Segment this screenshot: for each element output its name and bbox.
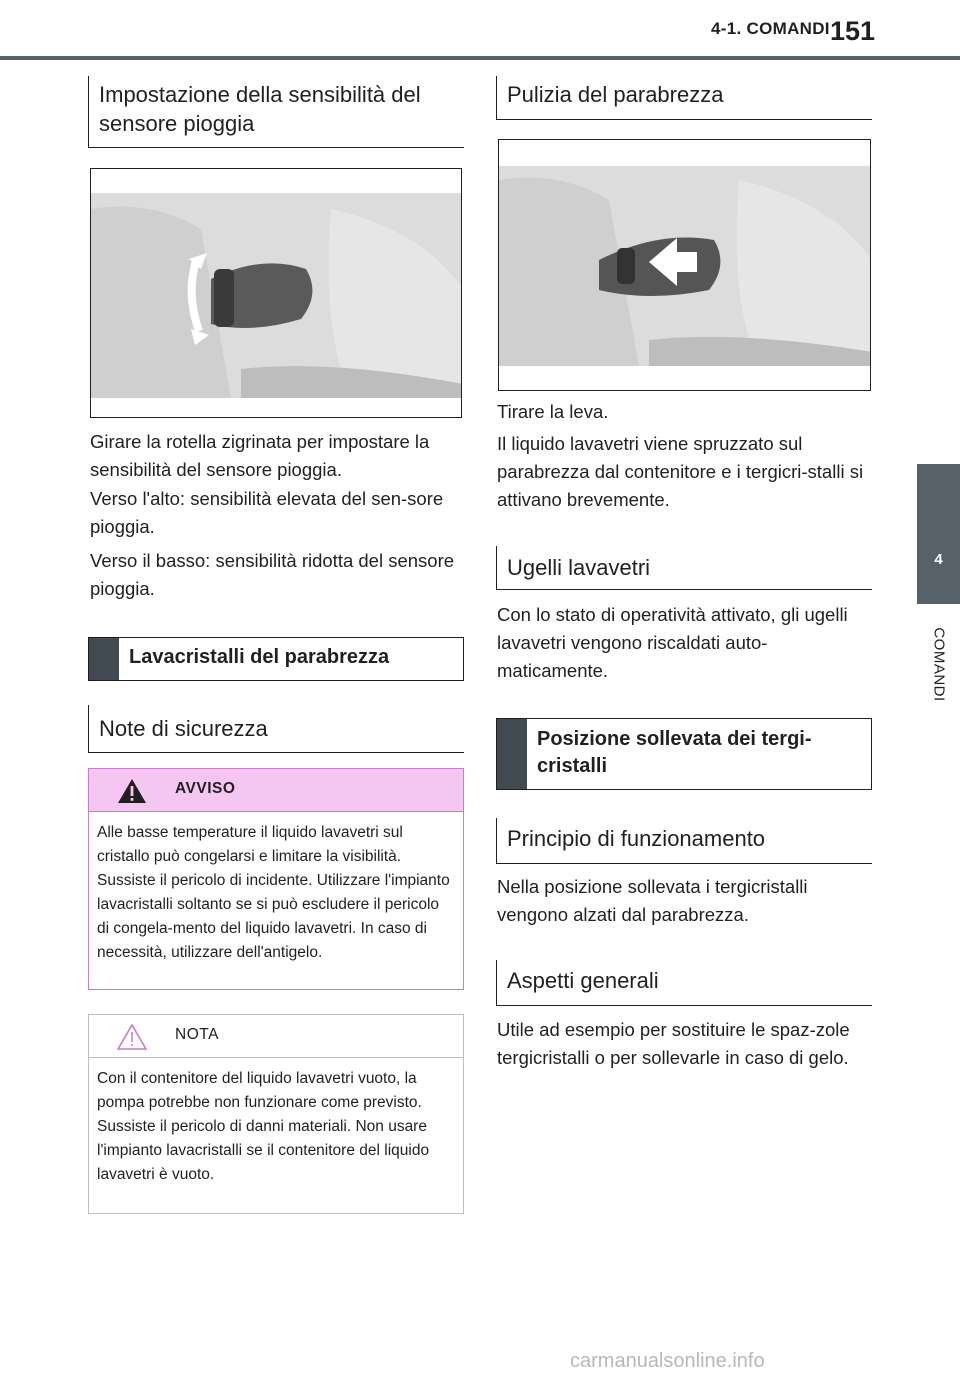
heading-bar	[497, 719, 527, 789]
heading-bar	[89, 638, 119, 680]
para-pull-lever: Tirare la leva.	[497, 401, 609, 422]
heading-nozzles: Ugelli lavavetri	[496, 546, 872, 590]
section-title: 4-1. COMANDI	[711, 19, 830, 38]
chapter-tab	[917, 464, 960, 604]
heading-rain-sensor: Impostazione della sensibilità del sensore pioggia	[88, 76, 464, 148]
warning-text: Alle basse temperature il liquido lavavetri sul cristallo può congelarsi e limitare la visibilità. Sussiste il pericolo di incidente. Utilizzare l'impianto lavacristalli soltanto se si può escludere il pericolo di congela-mento del liquido lavavetri. In caso di necessità, utilizzare dell'antigelo.	[97, 824, 450, 961]
para-rotate-wheel: Girare la rotella zigrinata per impostare la sensibilità del sensore pioggia.	[90, 431, 430, 480]
page-number: 151	[830, 16, 876, 46]
chapter-label: COMANDI	[930, 627, 948, 702]
para-upward: Verso l'alto: sensibilità elevata del sen-sore pioggia.	[90, 488, 444, 537]
heading-raised-position	[496, 718, 872, 790]
warning-title: AVVISO	[175, 780, 236, 797]
warning-triangle-icon	[117, 777, 147, 805]
chapter-number: 4	[934, 551, 943, 568]
note-box	[88, 1014, 464, 1214]
heading-general: Aspetti generali	[496, 960, 872, 1006]
para-spray: Il liquido lavavetri viene spruzzato sul parabrezza dal contenitore e i tergicri-stalli si attivano brevemente.	[497, 433, 864, 510]
heading-raised-position-text: Posizione sollevata dei tergi-cristalli	[537, 728, 812, 777]
para-downward: Verso il basso: sensibilità ridotta del sensore pioggia.	[90, 550, 455, 599]
heading-cleaning: Pulizia del parabrezza	[496, 76, 872, 120]
heading-principle: Principio di funzionamento	[496, 818, 872, 864]
figure-rain-sensor-wheel	[90, 168, 462, 418]
para-general: Utile ad esempio per sostituire le spaz-zole tergicristalli o per sollevarle in caso di gelo.	[497, 1019, 850, 1068]
pull-lever-illustration	[499, 140, 871, 391]
heading-safety-notes: Note di sicurezza	[88, 705, 464, 753]
note-text: Con il contenitore del liquido lavavetri vuoto, la pompa potrebbe non funzionare come previsto. Sussiste il pericolo di danni materiali. Non usare l'impianto lavacristalli se il contenitore del liquido lavavetri è vuoto.	[97, 1070, 430, 1183]
warning-header	[89, 769, 463, 812]
note-header	[89, 1015, 463, 1058]
heading-washer-text: Lavacristalli del parabrezza	[129, 646, 390, 668]
caution-outline-triangle-icon	[117, 1023, 147, 1051]
lever-wheel-illustration	[91, 169, 462, 418]
warning-box	[88, 768, 464, 990]
watermark: carmanualsonline.info	[570, 1350, 765, 1372]
note-title: NOTA	[175, 1026, 219, 1043]
para-nozzles: Con lo stato di operatività attivato, gli ugelli lavavetri vengono riscaldati auto-maticamente.	[497, 604, 848, 681]
figure-pull-lever	[498, 139, 871, 391]
para-principle: Nella posizione sollevata i tergicristalli vengono alzati dal parabrezza.	[497, 876, 808, 925]
chapter-label-wrap	[924, 618, 954, 718]
heading-washer	[88, 637, 464, 681]
header-rule	[0, 56, 960, 60]
